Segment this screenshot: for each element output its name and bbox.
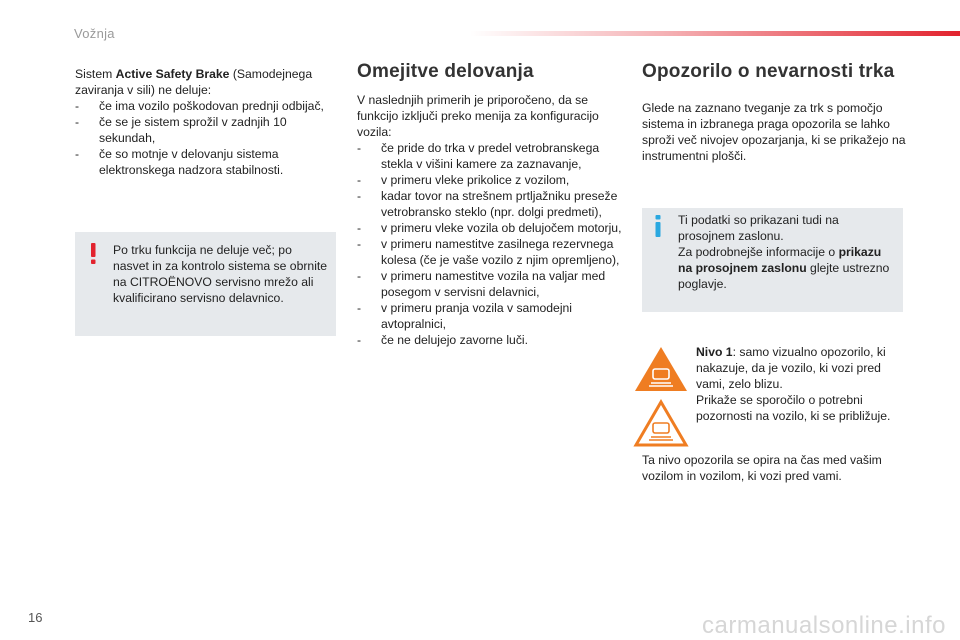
exclamation-icon bbox=[87, 243, 99, 265]
list-item: - v primeru vleke prikolice z vozilom, bbox=[357, 173, 570, 187]
section-title: Vožnja bbox=[74, 26, 115, 41]
header-accent-bar bbox=[470, 31, 960, 36]
asb-intro: Sistem Active Safety Brake (Samodejnega zaviranja v sili) ne deluje: bbox=[75, 67, 313, 97]
column-3 bbox=[642, 61, 907, 164]
list-item: - kadar tovor na strešnem prtljažniku preseže vetrobransko steklo (npr. dolgi predmeti), bbox=[357, 189, 618, 219]
collision-warning-filled-icon bbox=[633, 345, 689, 393]
level-footer-text: Ta nivo opozorila se opira na čas med vašim vozilom in vozilom, ki vozi pred vami. bbox=[642, 453, 882, 483]
collision-intro: Glede na zaznano tveganje za trk s pomočjo sistema in izbranega praga opozorila se lahko sproži več nivojev opozarjanja, ki se prikažejo na instrumentni plošči. bbox=[642, 101, 906, 163]
list-item: - če ima vozilo poškodovan prednji odbijač, bbox=[75, 99, 324, 113]
list-item: - v primeru pranja vozila v samodejni avtopralnici, bbox=[357, 301, 573, 331]
list-item: - če ne delujejo zavorne luči. bbox=[357, 333, 529, 347]
level-1-label: Nivo 1 bbox=[696, 345, 733, 359]
warning-text: Po trku funkcija ne deluje več; po nasvet in za kontrolo sistema se obrnite na CITROËNOVO servisno mrežo ali kvalificirano servisno delavnico. bbox=[113, 243, 328, 305]
limits-heading: Omejitve delovanja bbox=[357, 61, 534, 82]
list-item: - v primeru namestitve vozila na valjar med posegom v servisni delavnici, bbox=[357, 269, 606, 299]
column-2 bbox=[357, 61, 622, 348]
list-item: - če se je sistem sprožil v zadnjih 10 sekundah, bbox=[75, 115, 287, 145]
page-number: 16 bbox=[28, 610, 43, 625]
collision-heading: Opozorilo o nevarnosti trka bbox=[642, 61, 895, 82]
collision-warning-outline-icon bbox=[633, 399, 689, 447]
list-item: - v primeru vleke vozila ob delujočem motorju, bbox=[357, 221, 622, 235]
info-text: Ti podatki so prikazani tudi na prosojnem zaslonu. Za podrobnejše informacije o prikazu na prosojnem zaslonu glejte ustrezno poglavje. bbox=[678, 213, 890, 291]
list-item: - v primeru namestitve zasilnega rezervnega kolesa (če je vaše vozilo z njim opremljeno), bbox=[357, 237, 620, 267]
asb-name: Active Safety Brake bbox=[115, 67, 230, 81]
limits-intro: V naslednjih primerih je priporočeno, da se funkcijo izključi preko menija za konfiguracijo vozila: bbox=[357, 93, 599, 139]
list-item: - če pride do trka v predel vetrobranskega stekla v višini kamere za zaznavanje, bbox=[357, 141, 600, 171]
list-item: - če so motnje v delovanju sistema elektronskega nadzora stabilnosti. bbox=[75, 147, 284, 177]
info-icon bbox=[652, 215, 664, 237]
watermark: carmanualsonline.info bbox=[702, 612, 946, 639]
level-1-description: Nivo 1: samo vizualno opozorilo, ki nakazuje, da je vozilo, ki vozi pred vami, zelo blizu. Prikaže se sporočilo o potrebni pozornosti na vozilo, ki se približuje. bbox=[696, 345, 891, 423]
column-1 bbox=[75, 66, 337, 178]
